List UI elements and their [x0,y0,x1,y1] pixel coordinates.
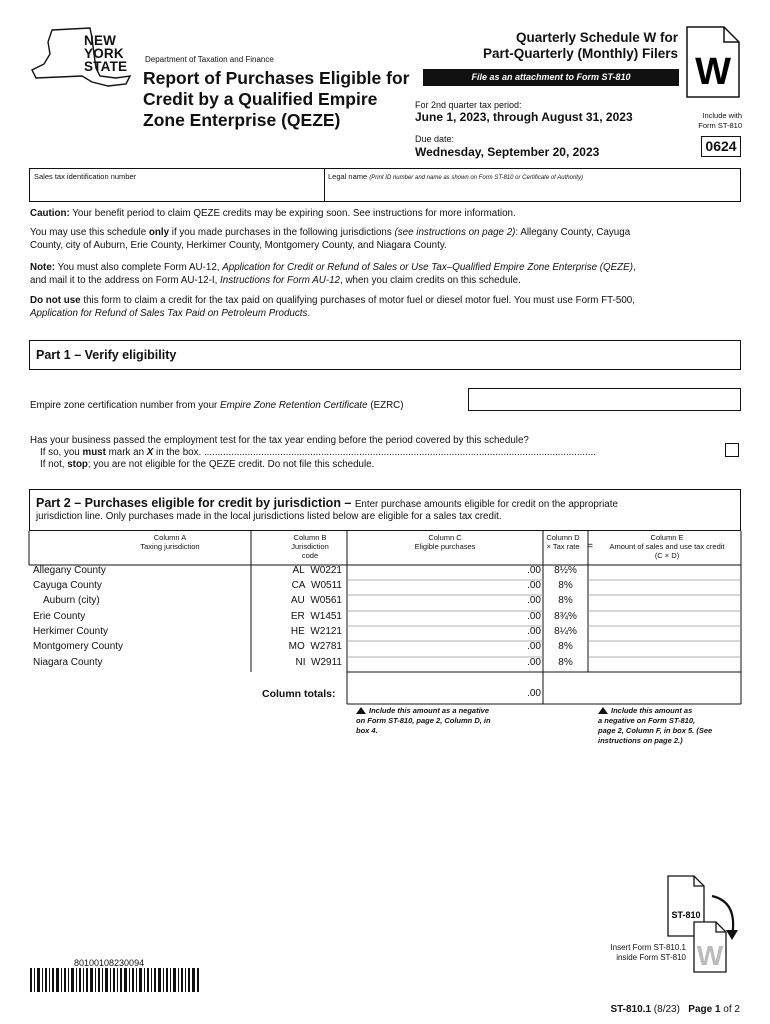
insert-instruction: Insert Form ST-810.1 inside Form ST-810 [610,943,686,962]
pointer-triangle-icon [356,707,366,714]
barcode [30,968,200,992]
column-c-total-note: Include this amount as a negative on Form ST-810, page 2, Column D, in box 4. [356,706,491,735]
tax-rate: 8% [558,595,573,606]
eligible-purchases-field[interactable]: .00 [527,657,541,668]
usage-paragraph: You may use this schedule only if you made purchases in the following jurisdictions (see instructions on page 2): Allegany County, Cayuga County, city of Auburn, Erie County, Herkimer County, Montgomery County, and Niagara County. [30,227,631,251]
column-b-header: Column B Jurisdiction code [291,533,329,560]
insert-letter: W [696,940,724,971]
credit-amount-field[interactable] [589,658,740,671]
eligible-purchases-field[interactable]: .00 [527,580,541,591]
column-e-total-note: Include this amount as a negative on Form ST-810, page 2, Column F, in box 5. (See instructions on page 2.) [598,706,713,745]
credit-amount-field[interactable] [589,642,740,655]
jurisdiction-code: CA W0511 [291,580,342,591]
form-code: 0624 [701,136,741,157]
eligible-purchases-field[interactable]: .00 [527,565,541,576]
jurisdiction-name: Niagara County [33,657,103,668]
column-c-header: Column C Eligible purchases [414,533,476,551]
include-with-note: Include with Form ST-810 [698,111,742,130]
credit-amount-field[interactable] [589,596,740,609]
jurisdiction-code: HE W2121 [290,626,342,637]
note-paragraph: Note: You must also complete Form AU-12, Application for Credit or Refund of Sales or Use Tax–Qualified Empire Zone Enterprise (QEZE), and mail it to the address on Form AU-12-I, Instructions for Form AU-12, when you claim credits on this schedule. [30,262,636,286]
column-e-total-field[interactable] [589,673,740,703]
credit-amount-field[interactable] [589,612,740,625]
column-c-total-field[interactable]: .00 [527,688,541,699]
column-a-header: Column A Taxing jurisdiction [140,533,200,551]
insert-doc-label: ST-810 [671,910,701,920]
jurisdiction-name: Herkimer County [33,626,109,637]
eligible-purchases-field[interactable]: .00 [527,595,541,606]
employment-test-question: Has your business passed the employment test for the tax year ending before the period covered by this schedule? If so, you must mark an X in the box. ................................................................................................................................................ If not, stop; you are not eligible for the QEZE credit. Do not file this schedule. [30,435,596,470]
department-name: Department of Taxation and Finance [145,55,274,64]
due-date: Wednesday, September 20, 2023 [415,145,600,159]
legal-name-label: Legal name (Print ID number and name as shown on Form ST-810 or Certificate of Authority) [328,172,583,181]
tax-period: June 1, 2023, through August 31, 2023 [415,110,633,124]
jurisdiction-code: MO W2781 [288,641,342,652]
period-label: For 2nd quarter tax period: [415,100,522,110]
attachment-banner: File as an attachment to Form ST-810 [423,69,679,86]
jurisdiction-name: Allegany County [33,565,106,576]
barcode-number: 80100108230094 [74,958,145,968]
pointer-triangle-icon [598,707,608,714]
tax-rate: 8% [558,657,573,668]
schedule-title: Quarterly Schedule W for Part-Quarterly (Monthly) Filers [482,30,678,61]
tax-rate: 8% [558,580,573,591]
tax-rate: 8¾% [554,611,577,622]
caution-paragraph: Caution: Your benefit period to claim QEZE credits may be expiring soon. See instructions for more information. [30,208,516,219]
credit-amount-field[interactable] [589,566,740,579]
part2-subtitle: jurisdiction line. Only purchases made in the local jurisdictions listed below are eligible for a sales tax credit. [36,511,502,522]
eligible-purchases-field[interactable]: .00 [527,626,541,637]
tax-rate: 8% [558,641,573,652]
page-footer: ST-810.1 (8/23) Page 1 of 2 [610,1004,740,1015]
due-date-label: Due date: [415,134,455,144]
do-not-use-paragraph: Do not use this form to claim a credit for the tax paid on qualifying purchases of motor fuel or diesel motor fuel. You must use Form FT-500, Application for Refund of Sales Tax Paid on Petroleum Products. [30,295,635,319]
state-logo-text: NEW YORK STATE [84,33,128,74]
column-d-header: Column D × Tax rate [546,533,580,551]
column-totals-label: Column totals: [262,688,336,700]
form-title: Report of Purchases Eligible for Credit by a Qualified Empire Zone Enterprise (QEZE) [143,68,410,130]
tax-rate: 8½% [554,565,577,576]
form-letter: W [695,51,731,93]
column-e-header: Column E Amount of sales and use tax credit (C × D) [609,533,725,560]
equals-sign: = [587,541,593,552]
jurisdiction-code: ER W1451 [290,611,342,622]
eligible-purchases-field[interactable]: .00 [527,611,541,622]
jurisdiction-name: Auburn (city) [43,595,100,606]
sales-tax-id-label: Sales tax identification number [34,172,137,181]
jurisdiction-code: AL W0221 [292,565,342,576]
part2-title: Part 2 – Purchases eligible for credit by jurisdiction – Enter purchase amounts eligible for credit on the appropriate [36,496,618,510]
tax-rate: 8¼% [554,626,577,637]
jurisdiction-code: AU W0561 [290,595,342,606]
jurisdiction-name: Cayuga County [33,580,102,591]
ezrc-label: Empire zone certification number from your Empire Zone Retention Certificate (EZRC) [30,400,404,411]
credit-amount-field[interactable] [589,581,740,594]
jurisdiction-name: Montgomery County [33,641,124,652]
credit-amount-field[interactable] [589,627,740,640]
jurisdiction-name: Erie County [33,611,86,622]
part1-title: Part 1 – Verify eligibility [36,348,177,362]
jurisdiction-code: NI W2911 [295,657,342,668]
eligible-purchases-field[interactable]: .00 [527,641,541,652]
